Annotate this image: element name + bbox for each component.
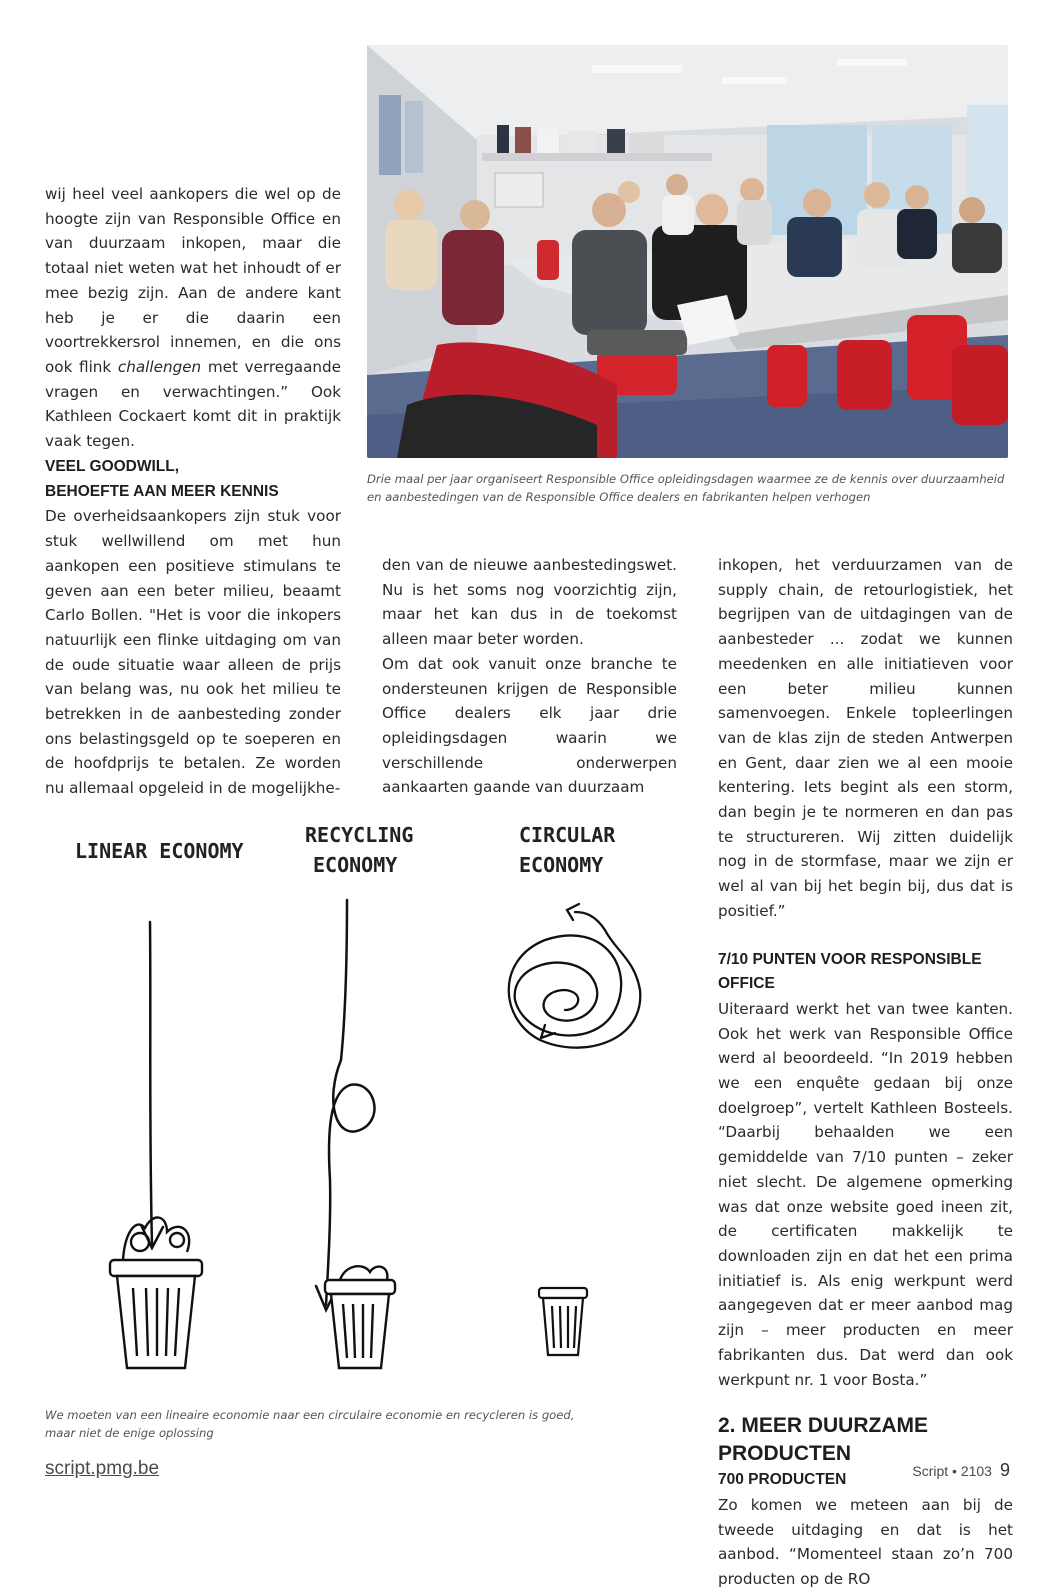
illustration-caption: We moeten van een lineaire economie naar een circulaire economie en recycleren is goed, maar niet de enige oplossing bbox=[45, 1408, 575, 1440]
col3-text bbox=[718, 553, 1013, 1592]
intro-paragraph: wij heel veel aankopers die wel op de hoogte zijn van Responsible Office en van duurzaam inkopen, maar die totaal niet weten wat het inhoudt of er mee bezig zijn. Aan de andere kant heb je er die daarin een voortrekkersrol innemen, en die ons ook flink challengen met verregaande vragen en verwachtingen.” Ook Kathleen Cockaert komt dit in praktijk vaak tegen. bbox=[45, 185, 341, 451]
half-trash-bin bbox=[325, 1266, 395, 1368]
empty-trash-bin bbox=[539, 1288, 587, 1355]
col1-section bbox=[45, 455, 341, 801]
economy-illustration bbox=[45, 800, 695, 1390]
section-heading-punten: 7/10 PUNTEN VOOR RESPONSIBLE OFFICE bbox=[718, 950, 982, 993]
circular-spiral bbox=[509, 904, 641, 1048]
recycling-arrow bbox=[316, 900, 374, 1310]
label-recycling-2: ECONOMY bbox=[313, 853, 398, 877]
section-heading-producten: 2. MEER DUURZAME PRODUCTEN bbox=[718, 1414, 929, 1466]
label-linear-economy: LINEAR ECONOMY bbox=[75, 839, 244, 863]
photo-caption: Drie maal per jaar organiseert Responsible Office opleidingsdagen waarmee ze de kennis over duurzaamheid en aanbestedingen van de Responsible Office dealers en fabrikanten helpen verhogen bbox=[367, 472, 1005, 504]
linear-arrow bbox=[141, 922, 163, 1248]
label-circular-1: CIRCULAR bbox=[519, 823, 616, 847]
site-url[interactable]: script.pmg.be bbox=[45, 1458, 160, 1479]
section-heading-goodwill-1: VEEL GOODWILL, bbox=[45, 458, 180, 475]
label-recycling-1: RECYCLING bbox=[305, 823, 414, 847]
col2-text bbox=[382, 553, 677, 800]
goodwill-paragraph: De overheidsaankopers zijn stuk voor stuk wellwillend om met hun aankopen een positieve stimulans te geven aan een beter milieu, beaamt Carlo Bollen. "Het is voor die inkopers natuurlijk een flinke uitdaging om van de oude situatie waar alleen de prijs van belang was, nu ook het milieu te betrekken in de aanbesteding zonder ons belastingsgeld op te soeperen en de hoofdprijs te betalen. Ze worden nu allemaal opgeleid in de mogelijkhe- bbox=[45, 507, 341, 798]
issue-label: Script • 2103 bbox=[912, 1463, 992, 1479]
label-circular-2: ECONOMY bbox=[519, 853, 604, 877]
training-photo bbox=[367, 45, 1008, 458]
subheading-700: 700 PRODUCTEN bbox=[718, 1471, 847, 1489]
col2-paragraph-2: Om dat ook vanuit onze branche te ondersteunen krijgen de Responsible Office dealers elk jaar drie opleidingsdagen waarin we verschillende onderwerpen aankaarten gaande van duurzaam bbox=[382, 654, 677, 797]
col3-paragraph-1: inkopen, het verduurzamen van de supply chain, de retourlogistiek, het begrijpen van de uitdagingen van de aanbesteder ... zodat we kunnen meedenken en alle initiatieven voor een beter milieu kunnen samenvoegen. Enkele topleerlingen van de klas zijn de steden Antwerpen en Gent, daar zien we al een mooie kentering. Iets begint als een storm, dan begin je te normeren en dan pas te structureren. Wij zitten duidelijk nog in de stormfase, maar we zijn er wel al van bij het begin bij, dus dat is positief.” bbox=[718, 556, 1013, 920]
col3-paragraph-3: Zo komen we meteen aan bij de tweede uitdaging en dat is het aanbod. “Momenteel staan zo’n 700 producten op de RO bbox=[718, 1495, 1013, 1589]
col2-paragraph-1: den van de nieuwe aanbestedingswet. Nu is het soms nog voorzichtig zijn, maar het kan dus in de toekomst alleen maar beter worden. bbox=[382, 556, 677, 649]
page-footer bbox=[912, 1460, 1010, 1481]
section-heading-goodwill-2: BEHOEFTE AAN MEER KENNIS bbox=[45, 482, 279, 500]
col3-paragraph-2: Uiteraard werkt het van twee kanten. Ook het werk van Responsible Office werd al beoordeeld. “In 2019 hebben we een enquête gedaan bij onze doelgroep”, vertelt Kathleen Bosteels. “Daarbij behaalden we een gemiddelde van 7/10 punten – zeker niet slecht. De algemene opmerking was dat onze website goed ineen zit, de certificaten makkelijk te downloaden zijn en dat het een prima initiatief is. Als enig werkpunt werd aangegeven dat er meer aanbod mag zijn – meer producten en meer fabrikanten dus. Dat werd dan ook werkpunt nr. 1 voor Bosta.” bbox=[718, 999, 1013, 1389]
page-number: 9 bbox=[999, 1460, 1010, 1480]
